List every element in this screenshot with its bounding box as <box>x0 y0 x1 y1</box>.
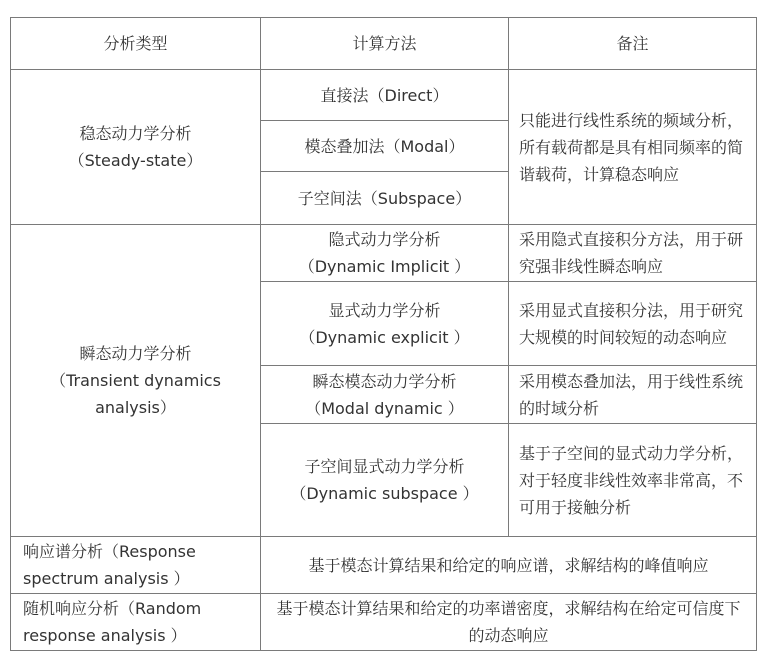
response-spectrum-type-line1: 响应谱分析（Response <box>23 542 196 561</box>
method-direct: 直接法（Direct） <box>261 70 509 121</box>
header-notes: 备注 <box>509 18 757 70</box>
method-modal-dynamic-name: 瞬态模态动力学分析 <box>312 371 457 391</box>
response-spectrum-type-line2: spectrum analysis ） <box>23 569 190 588</box>
steady-state-note: 只能进行线性系统的频域分析，所有载荷都是具有相同频率的简谐载荷，计算稳态响应 <box>509 70 757 225</box>
method-modal-dynamic <box>261 366 509 424</box>
method-dynamic-explicit-english: （Dynamic explicit ） <box>299 327 470 347</box>
random-response-description: 基于模态计算结果和给定的功率谱密度，求解结构在给定可信度下的动态响应 <box>261 594 757 651</box>
table-header-row <box>11 18 757 70</box>
method-modal-dynamic-english: （Modal dynamic ） <box>305 398 464 418</box>
modal-dynamic-note: 采用模态叠加法，用于线性系统的时域分析 <box>509 366 757 424</box>
random-response-type-line1: 随机响应分析（Random <box>23 599 202 618</box>
method-dynamic-implicit <box>261 225 509 282</box>
steady-state-type-cell <box>11 70 261 225</box>
response-spectrum-description: 基于模态计算结果和给定的响应谱，求解结构的峰值响应 <box>261 537 757 594</box>
transient-type-name: 瞬态动力学分析 <box>79 344 192 363</box>
transient-type-english-2: analysis） <box>95 398 176 417</box>
analysis-types-table <box>10 17 757 651</box>
transient-type-english-1: （Transient dynamics <box>50 371 221 390</box>
steady-state-type-english: （Steady-state） <box>68 151 203 170</box>
method-dynamic-implicit-name: 隐式动力学分析 <box>328 230 441 249</box>
random-response-type-cell <box>11 594 261 651</box>
steady-state-type-name: 稳态动力学分析 <box>79 124 192 143</box>
method-dynamic-subspace-name: 子空间显式动力学分析 <box>304 457 465 476</box>
table-row <box>11 594 757 651</box>
method-dynamic-implicit-english: （Dynamic Implicit ） <box>298 257 471 276</box>
random-response-type-line2: response analysis ） <box>23 626 187 645</box>
table-row <box>11 537 757 594</box>
method-dynamic-subspace-english: （Dynamic subspace ） <box>290 484 479 503</box>
method-modal: 模态叠加法（Modal） <box>261 121 509 172</box>
dynamic-implicit-note: 采用隐式直接积分方法，用于研究强非线性瞬态响应 <box>509 225 757 282</box>
transient-type-cell <box>11 225 261 537</box>
method-dynamic-explicit <box>261 282 509 366</box>
header-analysis-type: 分析类型 <box>11 18 261 70</box>
table-row <box>11 70 757 121</box>
table-row <box>11 225 757 282</box>
method-subspace: 子空间法（Subspace） <box>261 172 509 225</box>
method-dynamic-explicit-name: 显式动力学分析 <box>328 300 441 320</box>
response-spectrum-type-cell <box>11 537 261 594</box>
header-calculation-method: 计算方法 <box>261 18 509 70</box>
method-dynamic-subspace <box>261 424 509 537</box>
dynamic-subspace-note: 基于子空间的显式动力学分析，对于轻度非线性效率非常高，不可用于接触分析 <box>509 424 757 537</box>
dynamic-explicit-note: 采用显式直接积分法，用于研究大规模的时间较短的动态响应 <box>509 282 757 366</box>
